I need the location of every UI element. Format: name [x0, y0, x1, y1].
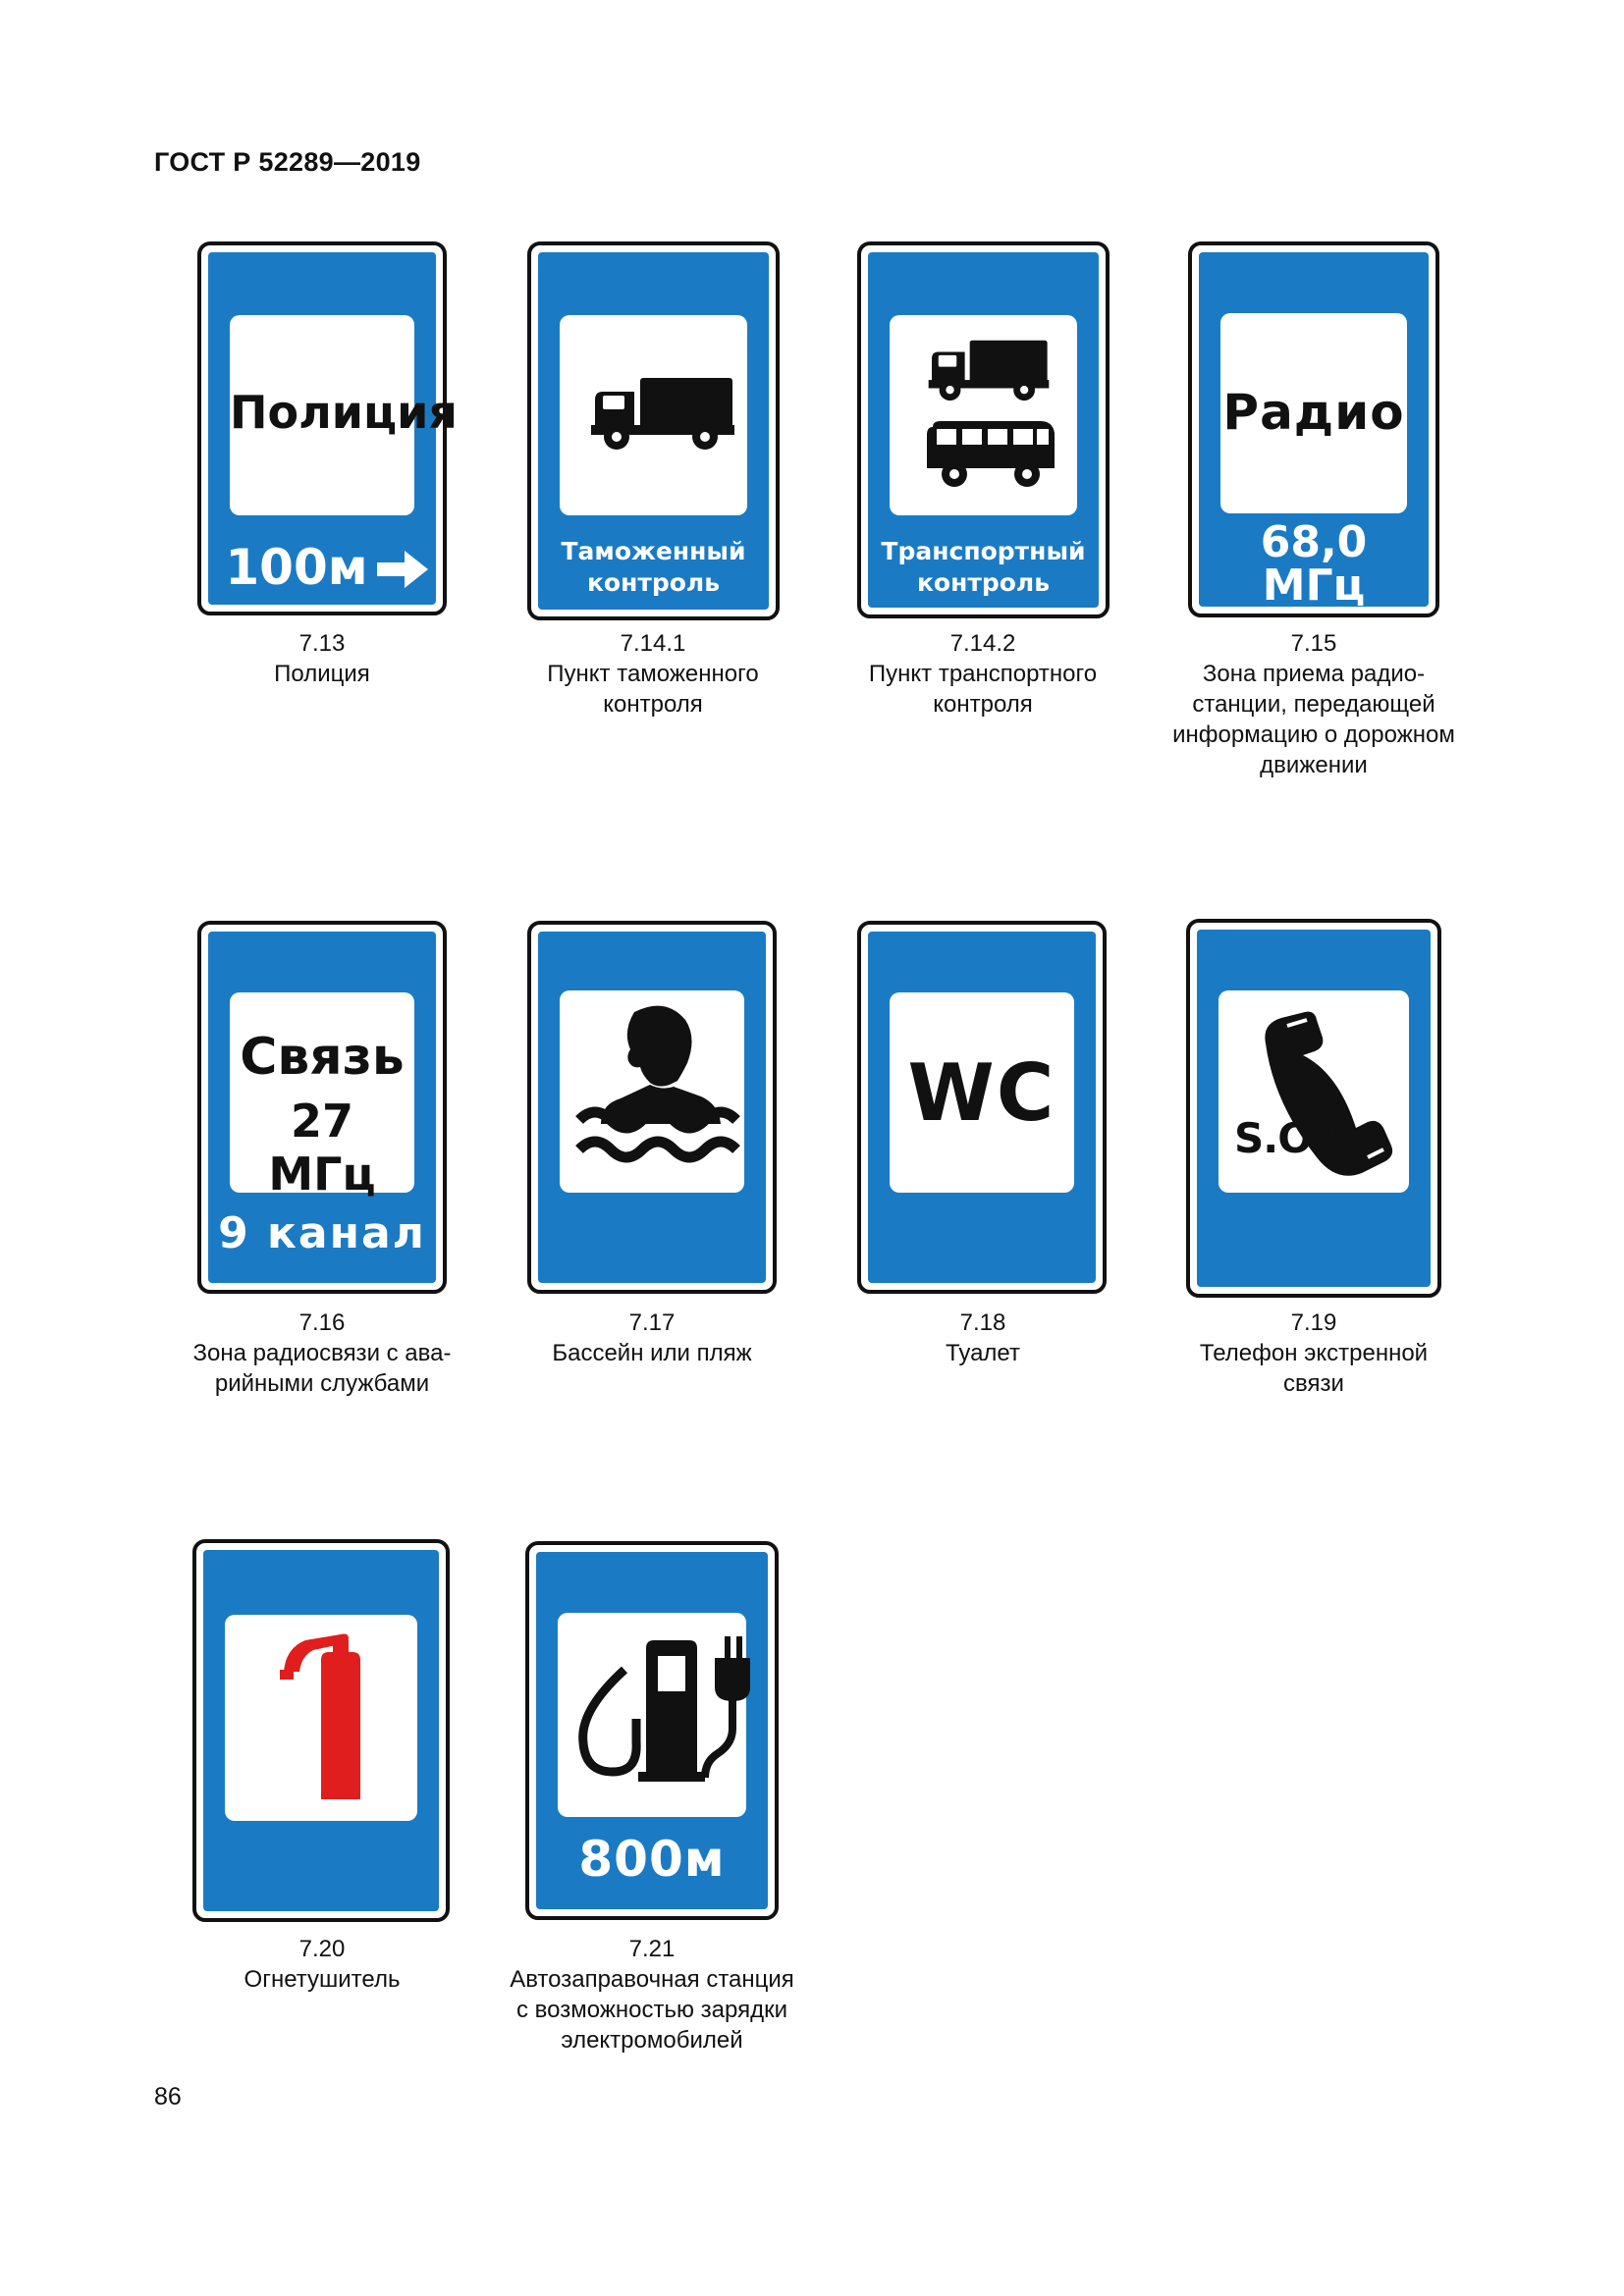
- sign-caption-text: Полиция: [274, 661, 370, 687]
- fire-extinguisher-icon: [280, 1630, 378, 1807]
- sign-panel-text: Полиция: [230, 386, 458, 439]
- truck-icon: [589, 374, 736, 453]
- sign-panel: [230, 992, 414, 1201]
- sign-panel-text: Радио: [1222, 384, 1405, 441]
- sign-caption: [491, 628, 815, 720]
- sign-panel: [560, 990, 744, 1193]
- sign-7-17: [527, 921, 777, 1294]
- sign-panel: [890, 315, 1077, 515]
- sign-caption-text: Туалет: [946, 1340, 1020, 1366]
- bus-icon: [925, 419, 1056, 490]
- sign-number: 7.20: [298, 1936, 346, 1962]
- sign-caption: [490, 1934, 814, 2056]
- sign-caption-text: Зона радиосвязи с ава- рийными службами: [192, 1340, 452, 1397]
- sign-caption: [821, 628, 1145, 720]
- sign-panel: [230, 315, 458, 515]
- sign-number: 7.19: [1290, 1309, 1337, 1336]
- sign-number: 7.21: [628, 1936, 676, 1962]
- arrow-right-icon: [375, 547, 430, 592]
- sign-caption-text: Телефон экстренной связи: [1199, 1340, 1429, 1397]
- sign-number: 7.16: [298, 1309, 346, 1336]
- sign-7-20: [192, 1539, 450, 1922]
- sign-bottom-line-1: Транспортный: [881, 537, 1086, 565]
- swimmer-icon: [571, 1002, 744, 1183]
- sign-caption: [160, 628, 484, 689]
- distance-text: 800м: [578, 1831, 726, 1888]
- sign-number: 7.13: [298, 630, 346, 657]
- sign-caption: [1152, 628, 1476, 780]
- sign-bottom-line-1: Таможенный: [561, 537, 746, 565]
- sign-number: 7.15: [1290, 630, 1337, 657]
- sign-caption: [160, 1308, 484, 1399]
- sign-caption-text: Пункт таможенного контроля: [547, 661, 759, 718]
- sign-caption-text: Зона приема радио- станции, передающей информацию о дорожном движении: [1172, 661, 1455, 778]
- sign-panel: [1220, 313, 1407, 513]
- sign-bottom-line-2: контроль: [916, 568, 1051, 597]
- sign-bottom-text: 9 канал: [218, 1208, 426, 1258]
- sign-bottom-line-1: 68,0: [1260, 517, 1368, 567]
- sign-7-14-1: [527, 241, 780, 620]
- sign-caption-text: Бассейн или пляж: [552, 1340, 752, 1366]
- sign-panel-text-1: Связь: [240, 1028, 405, 1087]
- fuel-pump-plug-icon: [568, 1634, 754, 1791]
- sign-panel: [558, 1613, 746, 1817]
- sign-7-16: [197, 921, 447, 1294]
- sign-7-18: [857, 921, 1107, 1294]
- sign-number: 7.14.1: [620, 630, 686, 657]
- page-number: 86: [154, 2083, 182, 2110]
- sign-panel: [225, 1615, 417, 1821]
- sign-caption: [1152, 1308, 1476, 1399]
- sign-7-13: [197, 241, 458, 615]
- sign-7-15: [1188, 241, 1439, 617]
- distance-value: 100м: [225, 539, 368, 596]
- sign-panel: [1218, 990, 1409, 1193]
- truck-icon: [927, 335, 1051, 405]
- sign-caption-text: Пункт транспортного контроля: [868, 661, 1098, 718]
- sign-panel-text: S.O.S.: [1234, 1114, 1370, 1162]
- sign-7-14-2: [857, 241, 1110, 618]
- sign-number: 7.18: [959, 1309, 1006, 1336]
- sign-bottom-line-2: контроль: [586, 568, 721, 597]
- sign-bottom-line-2: МГц: [1262, 561, 1366, 611]
- sign-caption-text: Огнетушитель: [244, 1966, 401, 1993]
- sign-caption: [160, 1934, 484, 1995]
- sign-panel: [560, 315, 747, 515]
- sign-caption: [821, 1308, 1145, 1368]
- sign-number: 7.14.2: [949, 630, 1016, 657]
- sign-panel: [890, 992, 1074, 1193]
- sign-caption: [490, 1308, 814, 1368]
- sign-7-19: [1186, 919, 1441, 1298]
- sign-number: 7.17: [628, 1309, 676, 1336]
- sign-caption-text: Автозаправочная станция с возможностью зарядки электромобилей: [510, 1966, 794, 2054]
- document-header: ГОСТ Р 52289—2019: [154, 147, 421, 177]
- sign-7-21: [525, 1541, 779, 1920]
- sign-panel-text: WC: [907, 1047, 1056, 1139]
- sign-panel-text-2: 27 МГц: [268, 1095, 376, 1201]
